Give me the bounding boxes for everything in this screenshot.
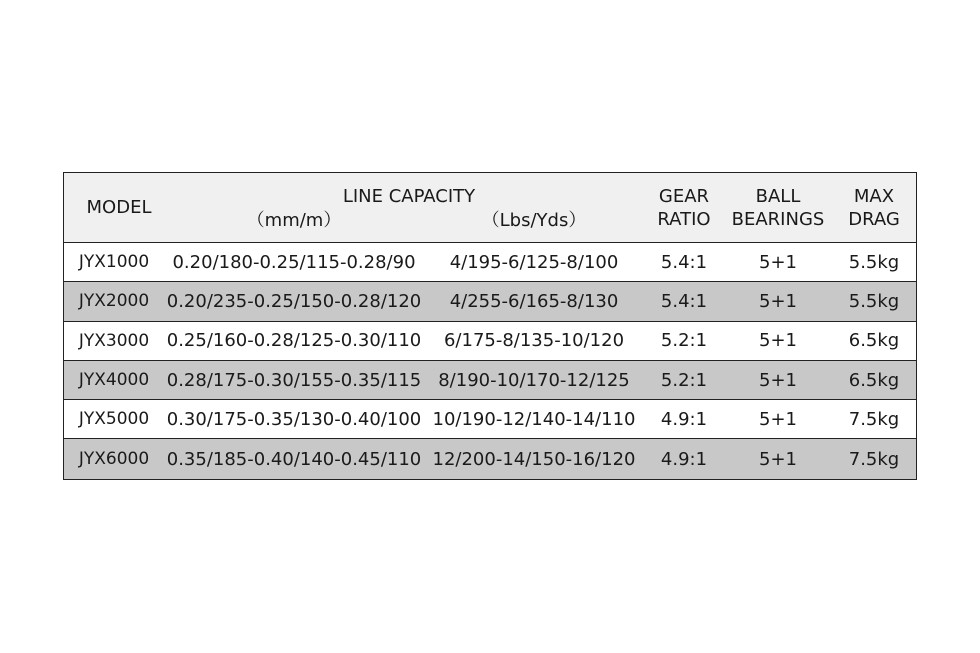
header-drag-line2: DRAG bbox=[848, 208, 900, 230]
header-gear-line2: RATIO bbox=[657, 208, 711, 230]
cell-max-drag: 7.5kg bbox=[848, 408, 900, 430]
cell-line-mm: 0.20/180-0.25/115-0.28/90 bbox=[172, 251, 416, 273]
header-gear-ratio bbox=[644, 173, 724, 242]
cell-line-mm: 0.28/175-0.30/155-0.35/115 bbox=[166, 369, 422, 391]
cell-line-lbs: 6/175-8/135-10/120 bbox=[443, 330, 625, 352]
cell-line-lbs: 10/190-12/140-14/110 bbox=[432, 408, 636, 430]
table-row bbox=[64, 243, 916, 282]
cell-line-lbs: 4/195-6/125-8/100 bbox=[449, 251, 619, 273]
header-gear-line1: GEAR bbox=[658, 185, 710, 207]
cell-ball-bearings: 5+1 bbox=[759, 251, 797, 273]
header-line-capacity: LINE CAPACITY bbox=[342, 186, 476, 207]
header-max-drag bbox=[832, 173, 916, 242]
cell-max-drag: 6.5kg bbox=[848, 330, 900, 352]
cell-ball-bearings: 5+1 bbox=[759, 369, 797, 391]
cell-max-drag: 5.5kg bbox=[848, 251, 900, 273]
table-header bbox=[64, 173, 916, 243]
header-unit-mm: （mm/m） bbox=[246, 210, 342, 231]
cell-max-drag: 7.5kg bbox=[848, 448, 900, 470]
spec-table bbox=[63, 172, 917, 480]
cell-gear-ratio: 5.4:1 bbox=[660, 251, 708, 273]
table-row bbox=[64, 439, 916, 478]
cell-model: JYX5000 bbox=[78, 409, 150, 430]
cell-line-lbs: 4/255-6/165-8/130 bbox=[449, 290, 619, 312]
cell-model: JYX2000 bbox=[78, 291, 150, 312]
cell-max-drag: 6.5kg bbox=[848, 369, 900, 391]
cell-line-lbs: 8/190-10/170-12/125 bbox=[438, 369, 630, 391]
cell-line-mm: 0.20/235-0.25/150-0.28/120 bbox=[166, 290, 422, 312]
cell-ball-bearings: 5+1 bbox=[759, 408, 797, 430]
cell-ball-bearings: 5+1 bbox=[759, 330, 797, 352]
cell-max-drag: 5.5kg bbox=[848, 290, 900, 312]
cell-gear-ratio: 4.9:1 bbox=[660, 448, 708, 470]
cell-gear-ratio: 5.2:1 bbox=[660, 369, 708, 391]
cell-line-mm: 0.30/175-0.35/130-0.40/100 bbox=[166, 408, 422, 430]
cell-model: JYX4000 bbox=[78, 370, 150, 391]
table-row bbox=[64, 282, 916, 321]
cell-ball-bearings: 5+1 bbox=[759, 448, 797, 470]
header-model-label: MODEL bbox=[86, 197, 152, 218]
cell-line-lbs: 12/200-14/150-16/120 bbox=[432, 448, 636, 470]
cell-model: JYX3000 bbox=[78, 330, 150, 351]
cell-gear-ratio: 5.2:1 bbox=[660, 330, 708, 352]
header-ball-line2: BEARINGS bbox=[731, 208, 825, 230]
cell-model: JYX6000 bbox=[78, 449, 150, 470]
table-row bbox=[64, 361, 916, 400]
table-row bbox=[64, 400, 916, 439]
header-ball-line1: BALL bbox=[755, 185, 801, 207]
header-model bbox=[64, 173, 174, 242]
table-row bbox=[64, 322, 916, 361]
cell-line-mm: 0.35/185-0.40/140-0.45/110 bbox=[166, 448, 422, 470]
header-drag-line1: MAX bbox=[853, 185, 895, 207]
cell-ball-bearings: 5+1 bbox=[759, 290, 797, 312]
cell-model: JYX1000 bbox=[78, 252, 150, 273]
header-unit-lbs: （Lbs/Yds） bbox=[481, 210, 587, 231]
cell-gear-ratio: 4.9:1 bbox=[660, 408, 708, 430]
cell-gear-ratio: 5.4:1 bbox=[660, 290, 708, 312]
header-ball-bearings bbox=[724, 173, 832, 242]
cell-line-mm: 0.25/160-0.28/125-0.30/110 bbox=[166, 330, 422, 352]
